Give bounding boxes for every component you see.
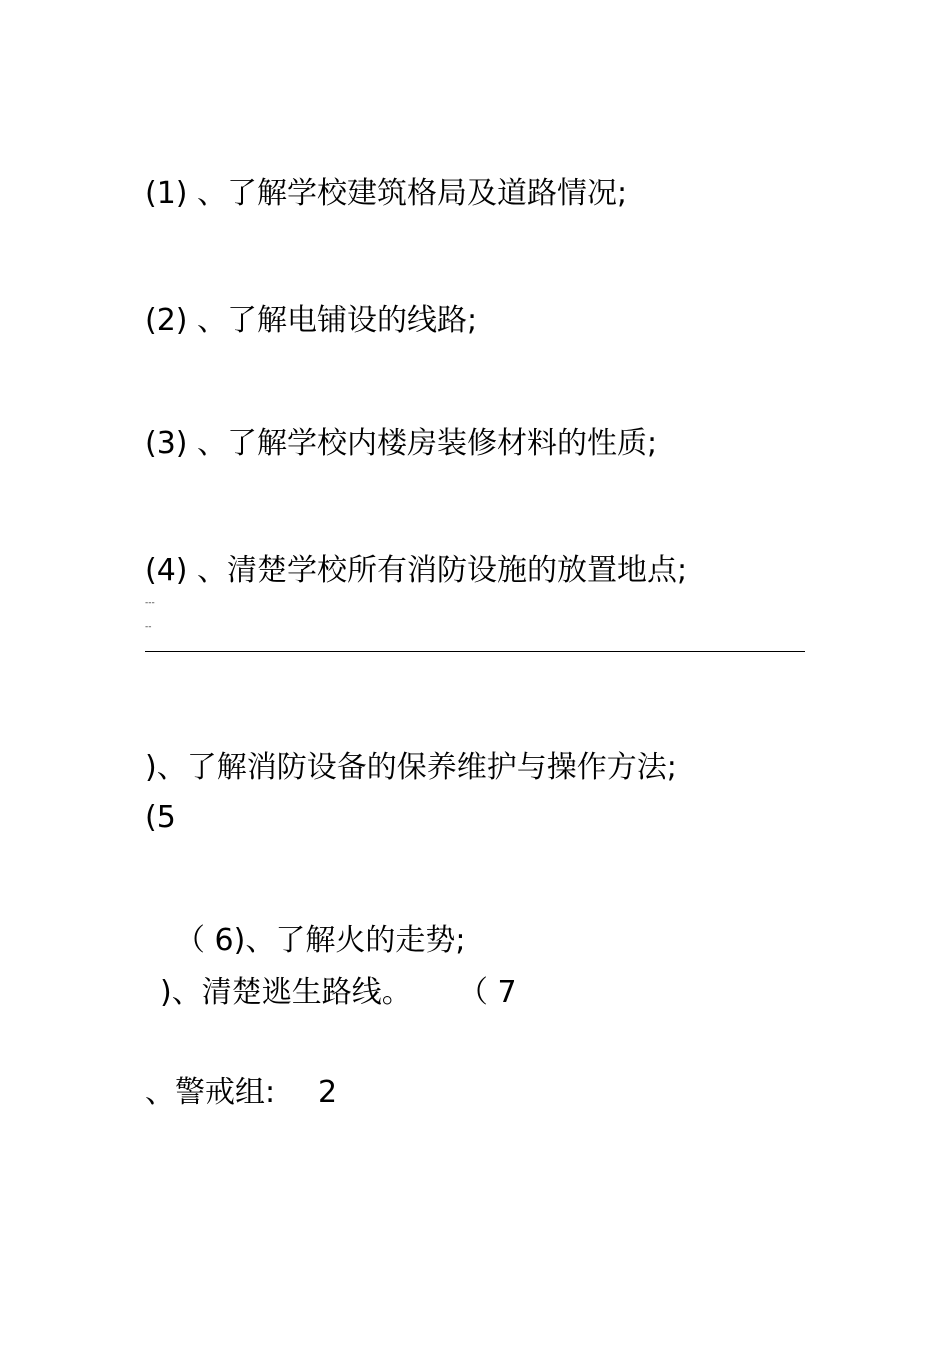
list-item-7-text: )、清楚逃生路线。 — [160, 975, 412, 1010]
list-item-4: (4) 、清楚学校所有消防设施的放置地点; — [145, 553, 688, 588]
list-item-5-number: (5 — [145, 800, 176, 835]
list-item-1: (1) 、了解学校建筑格局及道路情况; — [145, 176, 628, 211]
section-heading-guard-group: 、警戒组: — [145, 1075, 276, 1110]
footer-mark-1: --- — [145, 598, 155, 608]
list-item-3: (3) 、了解学校内楼房装修材料的性质; — [145, 426, 658, 461]
list-item-6: （ 6)、了解火的走势; — [175, 923, 466, 958]
list-item-2: (2) 、了解电铺设的线路; — [145, 303, 478, 338]
list-item-7-number: （ 7 — [458, 975, 517, 1010]
list-item-5-text: )、了解消防设备的保养维护与操作方法; — [145, 750, 677, 785]
page-divider — [145, 651, 805, 652]
section-number: 2 — [318, 1075, 338, 1110]
footer-mark-2: -- — [145, 622, 152, 632]
